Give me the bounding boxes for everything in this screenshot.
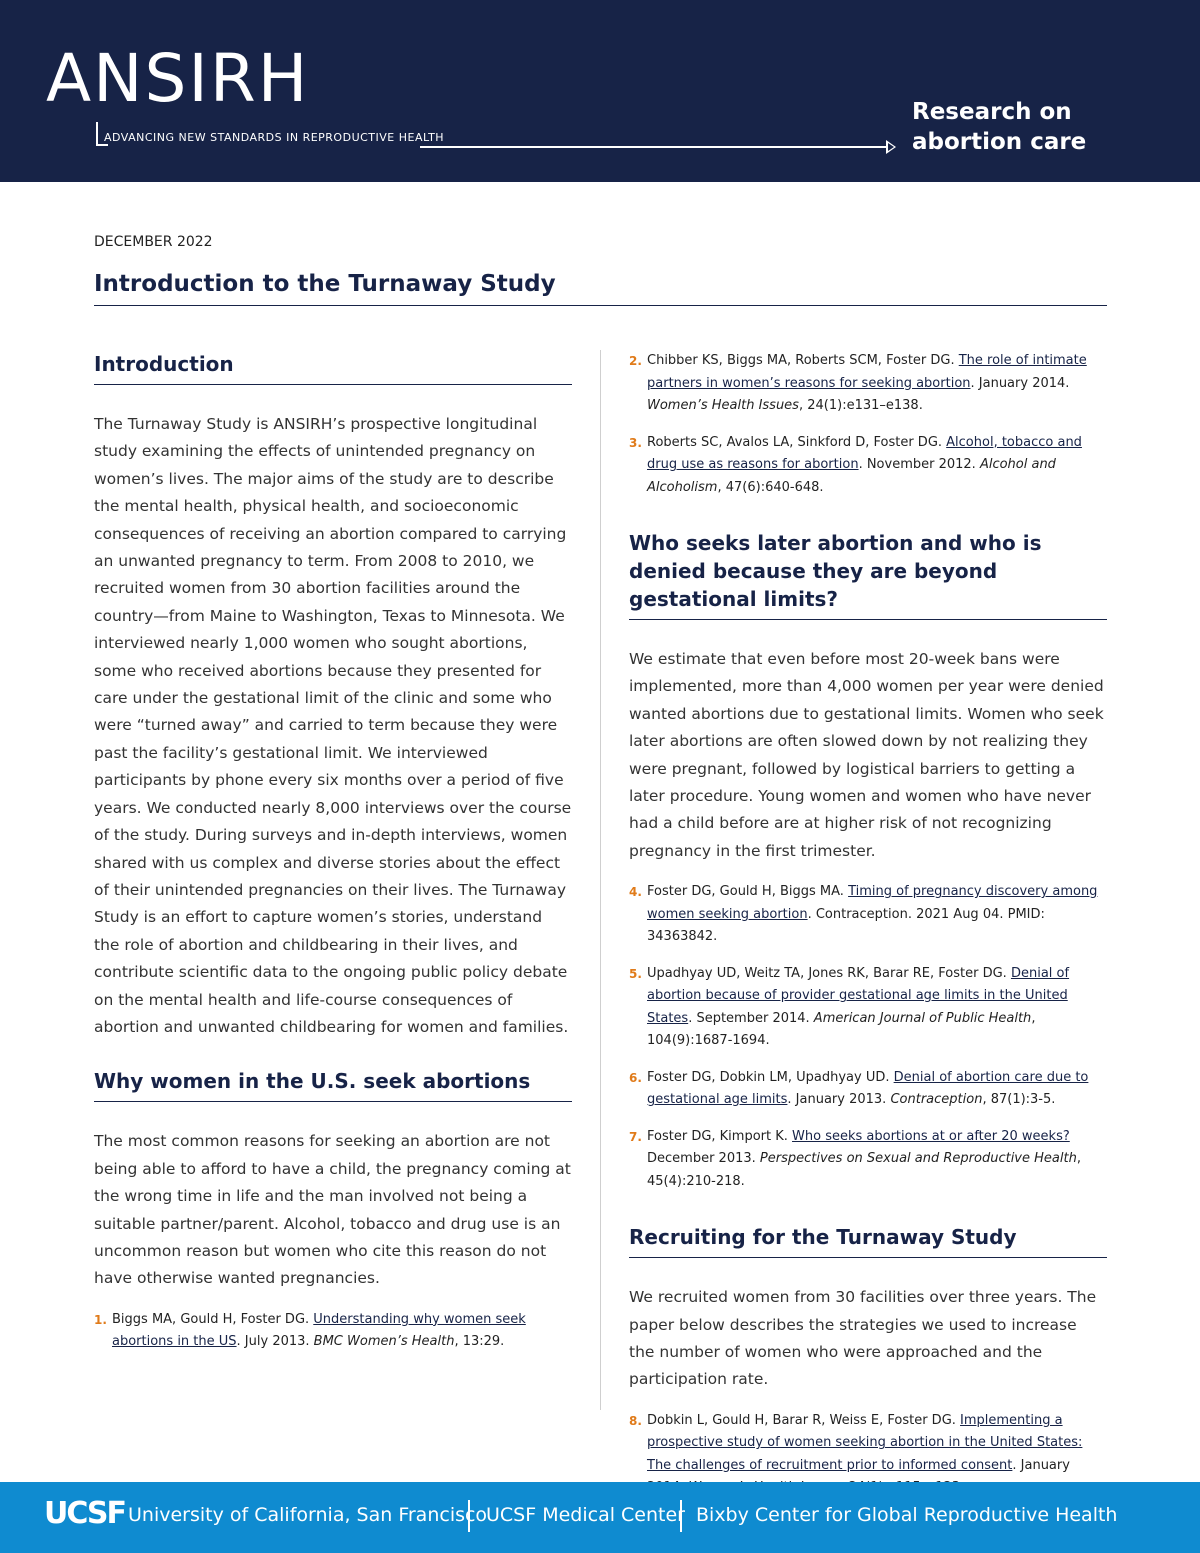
reference-link[interactable]: Who seeks abortions at or after 20 weeks? xyxy=(792,1128,1070,1144)
reference-authors: Foster DG, Gould H, Biggs MA. xyxy=(647,884,849,900)
reference-number: 3. xyxy=(629,435,642,450)
tagline-line-1: Research on xyxy=(912,99,1072,125)
title-rule xyxy=(94,305,1107,306)
logo-tagline: ADVANCING NEW STANDARDS IN REPRODUCTIVE HEALTH xyxy=(104,131,445,144)
reference-citation: , 47(6):640-648. xyxy=(717,479,824,495)
reference-journal: Contraception xyxy=(890,1092,983,1108)
reference-journal: Women’s Health Issues xyxy=(647,398,799,413)
publication-date: DECEMBER 2022 xyxy=(94,234,213,250)
reference-authors: Foster DG, Kimport K. xyxy=(647,1128,793,1144)
reference-citation: , 24(1):e131–e138. xyxy=(798,398,923,413)
reference-number: 8. xyxy=(629,1413,642,1428)
reference-link[interactable]: Denial of abortion care due to gestational age limits xyxy=(647,1069,1089,1108)
reference-date: December 2013. xyxy=(647,1151,760,1167)
reference-list-right-mid xyxy=(629,881,1107,1193)
arrow-inner-mark xyxy=(888,143,894,151)
reference-item xyxy=(629,1067,1107,1112)
reference-date: . January 2014. xyxy=(970,375,1070,391)
reference-number: 2. xyxy=(629,354,642,368)
reference-journal: Alcohol and Alcoholism xyxy=(647,457,1056,495)
reference-journal: Perspectives on Sexual and Reproductive Health xyxy=(759,1151,1077,1167)
ucsf-logo: UCSF xyxy=(44,1496,126,1531)
reference-date: . July 2013. xyxy=(236,1334,314,1350)
section-heading-later-abortion: Who seeks later abortion and who is denied because they are beyond gestational limits? xyxy=(629,529,1107,620)
right-column xyxy=(629,350,1107,1514)
reference-date: . January xyxy=(1012,1457,1070,1473)
reference-item xyxy=(629,350,1107,418)
header-tagline xyxy=(912,97,1086,157)
ansirh-logo xyxy=(46,40,445,154)
reference-citation: , 13:29. xyxy=(454,1334,505,1350)
reference-date: . September 2014. xyxy=(688,1010,814,1026)
reference-authors: Roberts SC, Avalos LA, Sinkford D, Foster DG. xyxy=(647,434,947,450)
reference-item xyxy=(629,963,1107,1053)
left-column xyxy=(94,350,572,1368)
reference-number: 6. xyxy=(629,1070,642,1085)
later-abortion-text: We estimate that even before most 20-week bans were implemented, more than 4,000 women per year were denied wanted abortions due to gestational limits. Women who seek later abortions are often slowed down by not realizing they were pregnant, followed by logistical barriers to getting a later procedure. Young women and women who have never had a child before are at higher risk of not recognizing pregnancy in the first trimester. xyxy=(629,650,1104,860)
recruiting-text: We recruited women from 30 facilities over three years. The paper below describes the strategies we used to increase the number of women who were approached and the participation rate. xyxy=(629,1288,1097,1389)
reference-list-left xyxy=(94,1309,572,1354)
why-women-text: The most common reasons for seeking an abortion are not being able to afford to have a child, the pregnancy coming at the wrong time in life and the man involved not being a suitable partner/parent. Alcohol, tobacco and drug use is an uncommon reason but women who cite this reason do not have otherwise wanted pregnancies. xyxy=(94,1132,571,1288)
reference-link[interactable]: Alcohol, tobacco and drug use as reasons for abortion xyxy=(647,434,1082,472)
reference-date: . November 2012. xyxy=(858,457,980,472)
reference-item xyxy=(629,881,1107,949)
introduction-text: The Turnaway Study is ANSIRH’s prospective longitudinal study examining the effects of unintended pregnancy on women’s lives. The major aims of the study are to describe the mental health, physical health, and socioeconomic consequences of receiving an abortion compared to carrying an unwanted pregnancy to term. From 2008 to 2010, we recruited women from 30 abortion facilities around the country—from Maine to Washington, Texas to Minnesota. We interviewed nearly 1,000 women who sought abortions, some who received abortions because they presented for care under the gestational limit of the clinic and some who were “turned away” and carried to term because they were past the facility’s gestational limit. We interviewed participants by phone every six months over a period of five years. We conducted nearly 8,000 interviews over the course of the study. During surveys and in-depth interviews, women shared with us complex and diverse stories about the effect of their unintended pregnancies on their lives. The Turnaway Study is an effort to capture women’s stories, understand the role of abortion and childbearing in their lives, and contribute scientific data to the ongoing public policy debate on the mental health and life-course consequences of abortion and unwanted childbearing for women and families. xyxy=(94,415,572,1036)
reference-citation: , 104(9):1687-1694. xyxy=(647,1010,1036,1049)
reference-link[interactable]: Understanding why women seek abortions in the US xyxy=(112,1311,526,1350)
reference-date: . January 2013. xyxy=(787,1092,891,1108)
reference-number: 1. xyxy=(94,1312,107,1327)
page-header xyxy=(0,0,1200,182)
reference-authors: Dobkin L, Gould H, Barar R, Weiss E, Foster DG. xyxy=(647,1412,961,1428)
reference-number: 7. xyxy=(629,1129,642,1144)
page-footer xyxy=(0,1482,1200,1553)
reference-citation: , 45(4):210-218. xyxy=(647,1151,1081,1189)
section-heading-recruiting: Recruiting for the Turnaway Study xyxy=(629,1223,1107,1258)
reference-authors: Foster DG, Dobkin LM, Upadhyay UD. xyxy=(647,1069,894,1085)
reference-link[interactable]: Denial of abortion because of provider gestational age limits in the United States xyxy=(647,965,1070,1026)
reference-item xyxy=(94,1309,572,1354)
reference-item xyxy=(629,432,1107,500)
reference-date: . Contraception. 2021 Aug 04. PMID: 34363842. xyxy=(647,906,1045,945)
reference-journal: BMC Women’s Health xyxy=(313,1334,455,1350)
footer-medical-center: UCSF Medical Center xyxy=(486,1504,685,1526)
footer-separator xyxy=(468,1500,470,1532)
reference-link[interactable]: Timing of pregnancy discovery among women seeking abortion xyxy=(647,884,1098,922)
reference-authors: Biggs MA, Gould H, Foster DG. xyxy=(112,1311,314,1327)
section-heading-why-women: Why women in the U.S. seek abortions xyxy=(94,1067,572,1102)
page-title: Introduction to the Turnaway Study xyxy=(94,271,556,297)
reference-number: 4. xyxy=(629,885,642,900)
footer-bixby-center: Bixby Center for Global Reproductive Health xyxy=(696,1504,1118,1526)
reference-authors: Upadhyay UD, Weitz TA, Jones RK, Barar RE, Foster DG. xyxy=(647,965,1011,981)
reference-link[interactable]: Implementing a prospective study of women seeking abortion in the United States: The challenges of recruitment prior to informed consent xyxy=(647,1412,1083,1473)
logo-wordmark: ANSIRH xyxy=(46,40,310,117)
reference-number: 5. xyxy=(629,966,642,981)
footer-university: University of California, San Francisco xyxy=(128,1504,488,1526)
tagline-line-2: abortion care xyxy=(912,129,1087,155)
reference-authors: Chibber KS, Biggs MA, Roberts SCM, Foster DG. xyxy=(647,353,959,368)
reference-link[interactable]: The role of intimate partners in women’s reasons for seeking abortion xyxy=(647,353,1087,391)
reference-list-right-top xyxy=(629,350,1107,499)
reference-journal: American Journal of Public Health xyxy=(813,1010,1032,1026)
section-heading-introduction: Introduction xyxy=(94,350,572,385)
reference-item xyxy=(629,1126,1107,1194)
header-rule xyxy=(420,146,890,148)
reference-citation: , 87(1):3-5. xyxy=(982,1092,1056,1108)
column-divider xyxy=(600,350,601,1410)
footer-separator xyxy=(680,1500,682,1532)
